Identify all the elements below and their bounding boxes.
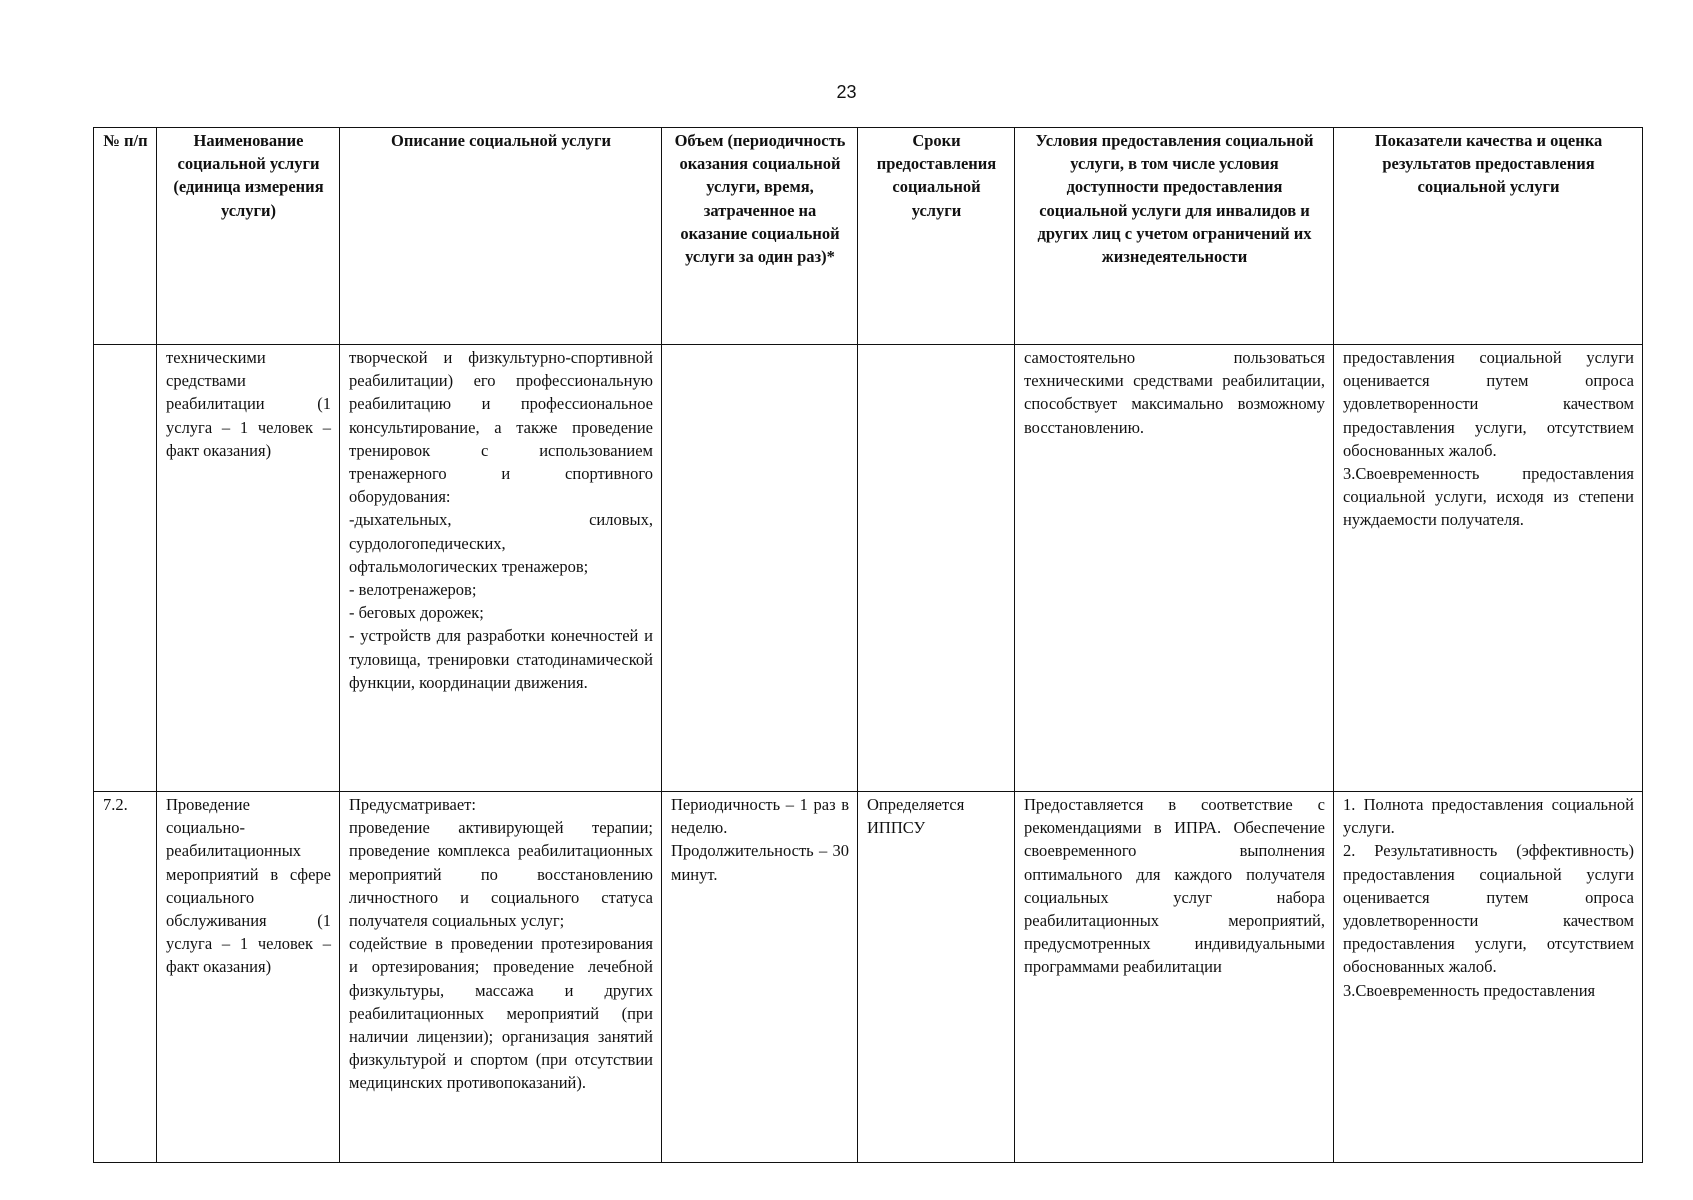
cell-volume bbox=[662, 345, 858, 792]
header-quality-indicators: Показатели качества и оценка результатов предоставления социальной услуги bbox=[1334, 128, 1643, 345]
header-service-description: Описание социальной услуги bbox=[340, 128, 662, 345]
indicator-line: 3.Своевременность предоставления социальной услуги, исходя из степени нуждаемости получателя. bbox=[1343, 464, 1634, 530]
cell-terms bbox=[858, 345, 1015, 792]
cell-number bbox=[94, 345, 157, 792]
header-number: № п/п bbox=[94, 128, 157, 345]
table-row bbox=[94, 345, 1643, 792]
cell-service-name: Проведение социально-реабилитационных мероприятий в сфере социального обслуживания (1 услуга – 1 человек – факт оказания) bbox=[157, 792, 340, 1163]
cell-service-name: техническими средствами реабилитации (1 услуга – 1 человек – факт оказания) bbox=[157, 345, 340, 792]
cell-conditions: Предоставляется в соответствие с рекомендациями в ИПРА. Обеспечение своевременного выполнения оптимального для каждого получателя социальных услуг набора реабилитационных мероприятий, предусмотренных индивидуальными программами реабилитации bbox=[1015, 792, 1334, 1163]
header-service-name: Наименование социальной услуги (единица измерения услуги) bbox=[157, 128, 340, 345]
table-header-row bbox=[94, 128, 1643, 345]
indicator-line: 3.Своевременность предоставления bbox=[1343, 980, 1596, 1000]
header-conditions: Условия предоставления социальной услуги, в том числе условия доступности предоставления социальной услуги для инвалидов и других лиц с учетом ограничений их жизнедеятельности bbox=[1015, 128, 1334, 345]
header-terms: Сроки предоставления социальной услуги bbox=[858, 128, 1015, 345]
description-line: Предусматривает: bbox=[349, 795, 476, 814]
cell-terms: Определяется ИППСУ bbox=[858, 792, 1015, 1163]
cell-quality-indicators bbox=[1334, 345, 1643, 792]
header-volume: Объем (периодичность оказания социальной услуги, время, затраченное на оказание социальной услуги за один раз)* bbox=[662, 128, 858, 345]
description-line: творческой и физкультурно-спортивной реабилитации) его профессиональную реабилитацию и профессиональное консультирование, а также проведение тренировок с использованием тренажерного и спортивного оборудования: bbox=[349, 348, 653, 507]
description-line: - беговых дорожек; bbox=[349, 603, 484, 623]
description-line: - велотренажеров; bbox=[349, 580, 477, 600]
description-line: -дыхательных, силовых, сурдологопедических, офтальмологических тренажеров; bbox=[349, 510, 653, 576]
social-services-table bbox=[93, 127, 1643, 1163]
cell-volume: Периодичность – 1 раз в неделю. Продолжительность – 30 минут. bbox=[662, 792, 858, 1163]
indicator-line: предоставления социальной услуги оценивается путем опроса удовлетворенности качеством предоставления услуги, отсутствием обоснованных жалоб. bbox=[1343, 348, 1634, 460]
cell-quality-indicators bbox=[1334, 792, 1643, 1163]
indicator-line: 2. Результативность (эффективность) предоставления социальной услуги оценивается путем опроса удовлетворенности качеством предоставления услуги, отсутствием обоснованных жалоб. bbox=[1343, 841, 1634, 977]
description-line: содействие в проведении протезирования и ортезирования; проведение лечебной физкультуры, массажа и других реабилитационных мероприятий (при наличии лицензии); организация занятий физкультурой и спортом (при отсутствии медицинских противопоказаний). bbox=[349, 934, 653, 1093]
description-line: - устройств для разработки конечностей и туловища, тренировки статодинамической функции, координации движения. bbox=[349, 626, 653, 692]
indicator-line: 1. Полнота предоставления социальной услуги. bbox=[1343, 795, 1634, 838]
page-number: 23 bbox=[836, 82, 857, 102]
cell-number: 7.2. bbox=[94, 792, 157, 1163]
cell-service-description bbox=[340, 345, 662, 792]
cell-service-description bbox=[340, 792, 662, 1163]
description-line: проведение активирующей терапии; проведение комплекса реабилитационных мероприятий по восстановлению личностного и социального статуса получателя социальных услуг; bbox=[349, 818, 653, 931]
cell-conditions: самостоятельно пользоваться техническими средствами реабилитации, способствует максимально возможному восстановлению. bbox=[1015, 345, 1334, 792]
table-row bbox=[94, 792, 1643, 1163]
